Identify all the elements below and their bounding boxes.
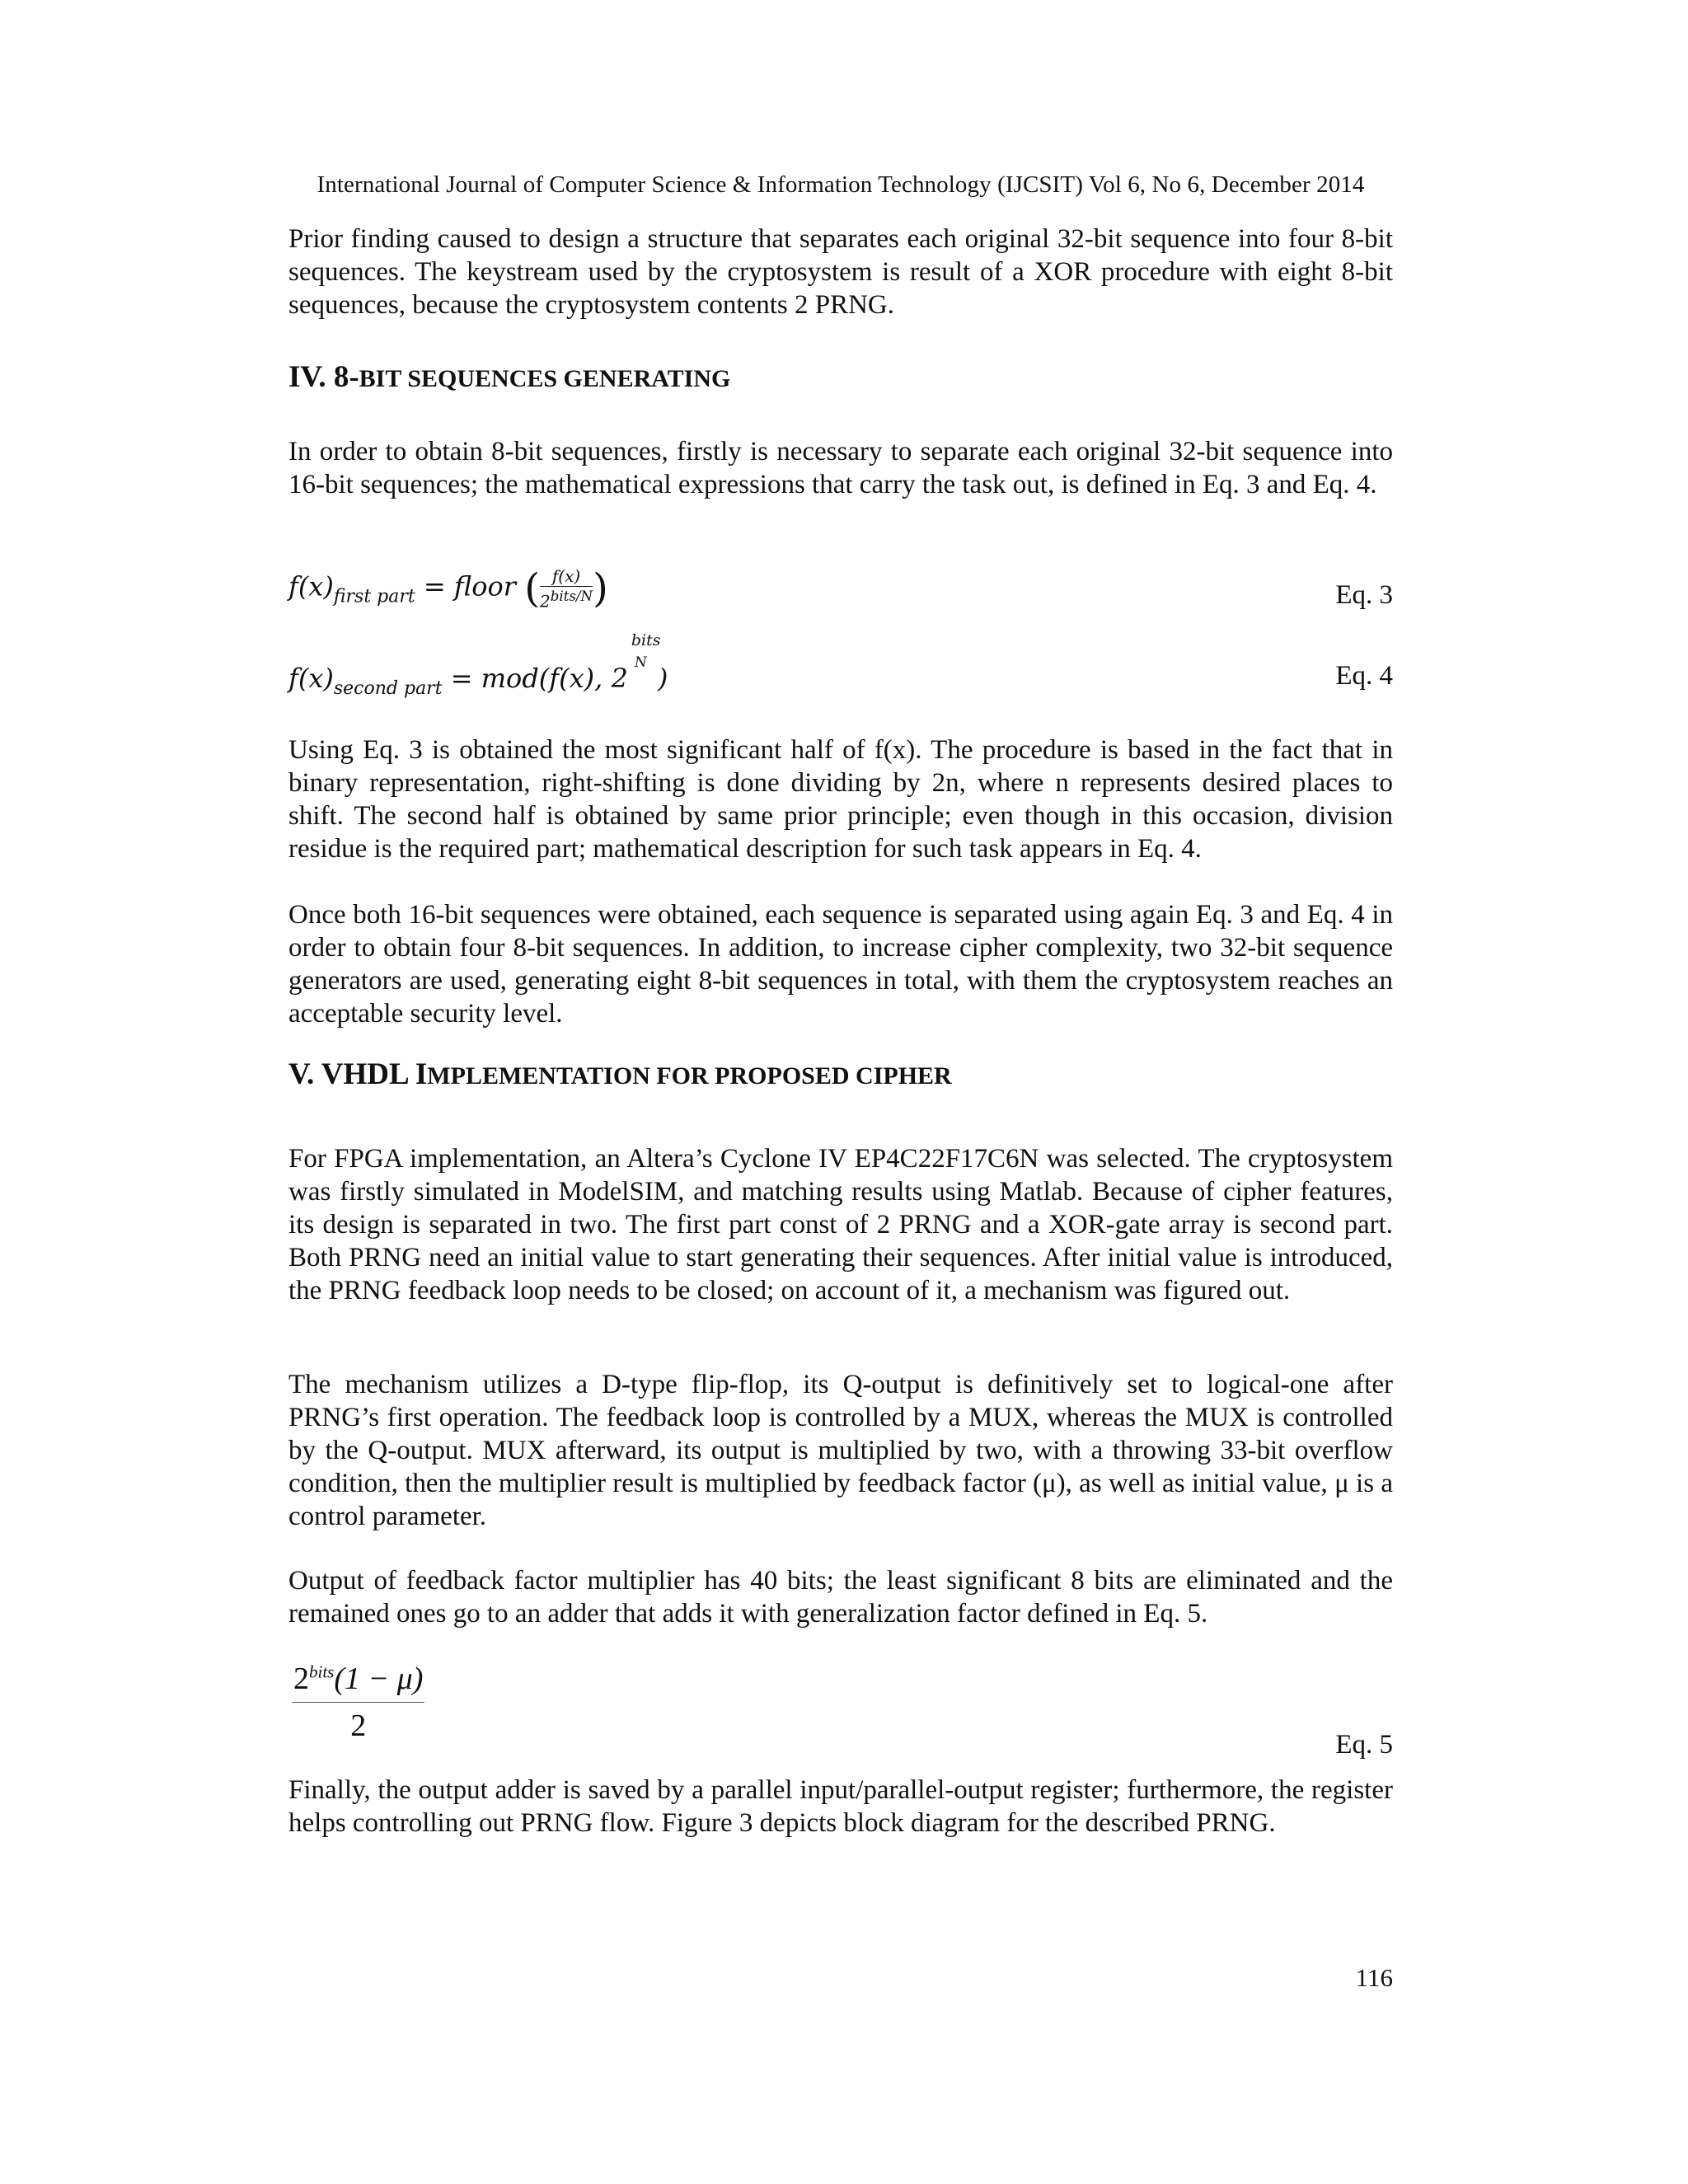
eq3-denominator-base: 2 — [539, 591, 551, 612]
section-number: IV. 8- — [288, 360, 359, 394]
section5-paragraph-1: For FPGA implementation, an Altera’s Cyclone IV EP4C22F17C6N was selected. The cryptosystem was firstly simulated in ModelSIM, and matching results using Matlab. Because of cipher features, its design is separated in two. The first part const of 2 PRNG and a XOR-gate array is second part. Both PRNG need an initial value to start generating their sequences. After initial value is introduced, the PRNG feedback loop needs to be closed; on account of it, a mechanism was figured out. — [288, 1144, 1393, 1305]
eq5-factor: (1 − μ) — [334, 1661, 424, 1696]
eq3-subscript: first part — [333, 586, 415, 607]
eq4-operator: = mod(f(x), 2 — [450, 663, 628, 694]
section-heading-iv — [288, 359, 730, 397]
eq5-exponent: bits — [309, 1661, 335, 1682]
eq3-lhs: f(x) — [288, 570, 334, 602]
eq3-expression: $f(x)_{first part}$ = floor ( $\frac{f(x)}{2^{bits/N}}$ ) — [288, 565, 608, 612]
eq3-operator: = floor — [423, 570, 517, 602]
eq3-fraction — [540, 566, 593, 612]
section-title: MPLEMENTATION FOR PROPOSED CIPHER — [427, 1062, 952, 1090]
section4-paragraph-3: Once both 16-bit sequences were obtained, each sequence is separated using again Eq. 3 and Eq. 4 in order to obtain four 8-bit sequences. In addition, to increase cipher complexity, two 32-bit sequence generators are used, generating eight 8-bit sequences in total, with them the cryptosystem reaches an acceptable security level. — [288, 900, 1393, 1029]
eq4-exponent — [628, 631, 661, 687]
equation-3 — [288, 565, 1393, 631]
running-header: International Journal of Computer Science & Information Technology (IJCSIT) Vol 6, No 6, December 2014 — [316, 171, 1365, 198]
eq4-label: Eq. 4 — [1335, 661, 1393, 691]
eq3-denominator-exponent: bits/N — [550, 588, 593, 604]
eq4-subscript: second part — [333, 678, 443, 699]
section-number: V. VHDL I — [288, 1057, 428, 1091]
section4-paragraph-1: In order to obtain 8-bit sequences, firstly is necessary to separate each original 32-bit sequence into 16-bit sequences; the mathematical expressions that carry the task out, is defined in Eq. 3 and Eq. 4. — [288, 437, 1393, 499]
eq5-label: Eq. 5 — [1335, 1730, 1393, 1760]
section-title: BIT SEQUENCES GENERATING — [359, 365, 731, 392]
eq3-numerator: f(x) — [540, 566, 593, 587]
eq4-lhs: f(x) — [288, 663, 334, 694]
section5-paragraph-4: Finally, the output adder is saved by a parallel input/parallel-output register; furthermore, the register helps controlling out PRNG flow. Figure 3 depicts block diagram for the described PRNG. — [288, 1775, 1393, 1838]
eq4-exponent-numerator: bits — [631, 631, 661, 649]
eq3-label: Eq. 3 — [1335, 580, 1393, 610]
eq5-fraction — [292, 1661, 424, 1744]
eq5-base: 2 — [293, 1661, 309, 1696]
section-heading-v — [288, 1057, 952, 1094]
section4-paragraph-2: Using Eq. 3 is obtained the most significant half of f(x). The procedure is based in the fact that in binary representation, right-shifting is done dividing by 2n, where n represents desired places to shift. The second half is obtained by same prior principle; even though in this occasion, division residue is the required part; mathematical description for such task appears in Eq. 4. — [288, 735, 1393, 864]
page-number: 116 — [1355, 1963, 1393, 1992]
eq5-numerator — [292, 1661, 424, 1703]
section5-paragraph-3: Output of feedback factor multiplier has 40 bits; the least significant 8 bits are eliminated and the remained ones go to an adder that adds it with generalization factor defined in Eq. 5. — [288, 1566, 1393, 1629]
eq4-close: ) — [657, 663, 668, 694]
equation-4 — [288, 631, 1393, 725]
eq4-exponent-denominator: N — [634, 654, 647, 671]
intro-paragraph: Prior finding caused to design a structure that separates each original 32-bit sequence into four 8-bit sequences. The keystream used by the cryptosystem is result of a XOR procedure with eight 8-bit sequences, because the cryptosystem contents 2 PRNG. — [288, 224, 1393, 320]
eq4-expression — [288, 631, 668, 699]
eq5-denominator: 2 — [350, 1708, 367, 1743]
section5-paragraph-2: The mechanism utilizes a D-type flip-flop, its Q-output is definitively set to logical-one after PRNG’s first operation. The feedback loop is controlled by a MUX, whereas the MUX is controlled by the Q-output. MUX afterward, its output is multiplied by two, with a throwing 33-bit overflow condition, then the multiplier result is multiplied by feedback factor (μ), as well as initial value, μ is a control parameter. — [288, 1370, 1393, 1531]
equation-5 — [288, 1661, 1393, 1760]
